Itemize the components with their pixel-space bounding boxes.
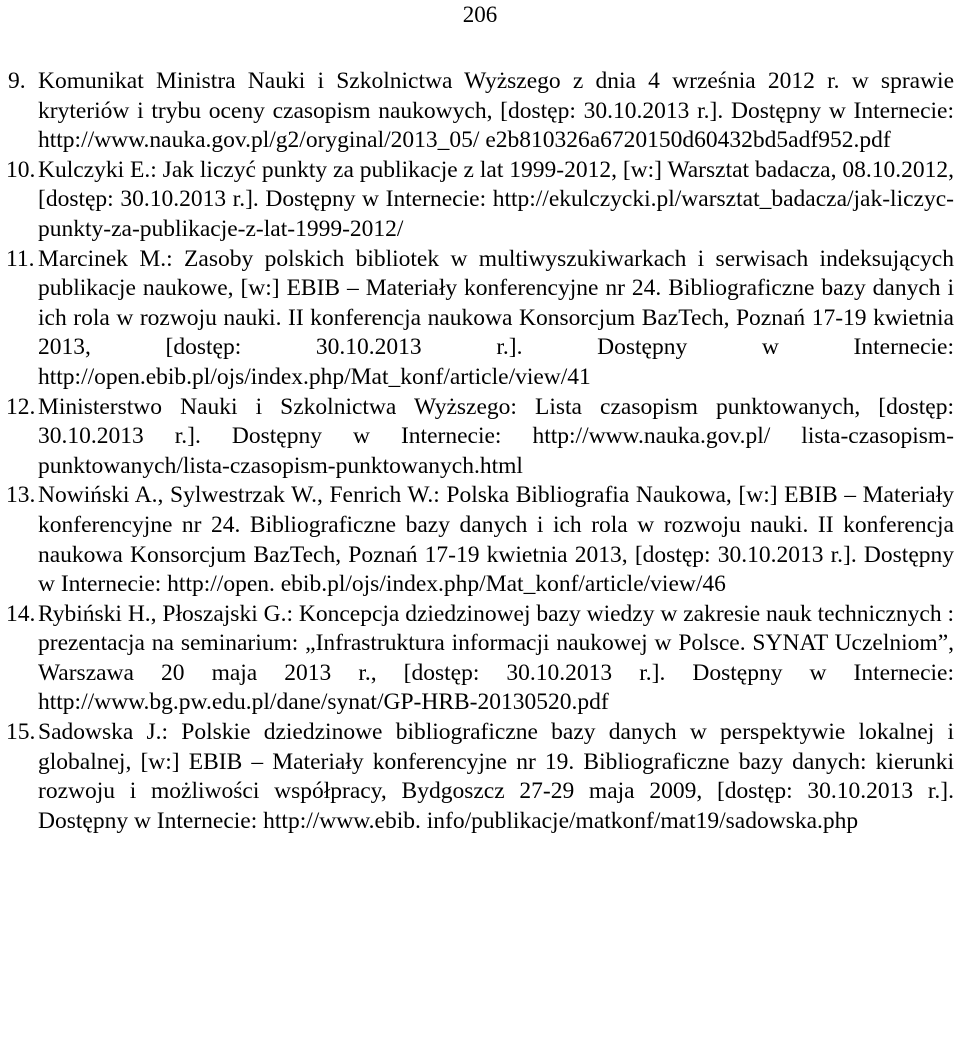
reference-number: 11. <box>6 245 35 272</box>
reference-item <box>8 393 954 482</box>
reference-list <box>8 67 954 836</box>
page-number: 206 <box>462 2 498 27</box>
reference-text: Rybiński H., Płoszajski G.: Koncepcja dziedzinowej bazy wiedzy w zakresie nauk technicznych : prezentacja na seminarium: „Infrastruktura informacji naukowej w Polsce. SYNAT Uczelniom”, Warszawa 20 maja 2013 r., [dostęp: 30.10.2013 r.]. Dostępny w Internecie: http://www.bg.pw.edu.pl/dane/synat/GP-HRB-20130520.pdf <box>38 600 954 716</box>
reference-text: Sadowska J.: Polskie dziedzinowe bibliograficzne bazy danych w perspektywie lokalnej i globalnej, [w:] EBIB – Materiały konferencyjne nr 19. Bibliograficzne bazy danych: kierunki rozwoju i możliwości współpracy, Bydgoszcz 27-29 maja 2009, [dostęp: 30.10.2013 r.]. Dostępny w Internecie: http://www.ebib. info/publikacje/matkonf/mat19/sadowska.php <box>38 719 954 834</box>
reference-item <box>8 718 954 836</box>
reference-number: 12. <box>6 393 36 420</box>
reference-item <box>8 245 954 393</box>
reference-number: 9. <box>8 68 26 94</box>
reference-text: Nowiński A., Sylwestrzak W., Fenrich W.: Polska Bibliografia Naukowa, [w:] EBIB – Materiały konferencyjne nr 24. Bibliograficzne bazy danych i ich rola w rozwoju nauki. II konferencja naukowa Konsorcjum BazTech, Poznań 17-19 kwietnia 2013, [dostęp: 30.10.2013 r.]. Dostępny w Internecie: http://open. ebib.pl/ojs/index.php/Mat_konf/article/view/46 <box>38 482 954 598</box>
reference-item <box>8 67 954 156</box>
reference-number: 10. <box>6 156 36 183</box>
reference-text: Kulczyki E.: Jak liczyć punkty za publikacje z lat 1999-2012, [w:] Warsztat badacza, 08.10.2012, [dostęp: 30.10.2013 r.]. Dostępny w Internecie: http://ekulczycki.pl/warsztat_badacza/jak-liczyc-punkty-za-publikacje-z-lat-1999-2012/ <box>38 156 954 242</box>
reference-text: Komunikat Ministra Nauki i Szkolnictwa Wyższego z dnia 4 września 2012 r. w sprawie kryteriów i trybu oceny czasopism naukowych, [dostęp: 30.10.2013 r.]. Dostępny w Internecie: http://www.nauka.gov.pl/g2/oryginal/2013_05/ e2b810326a6720150d60432bd5adf952.pdf <box>38 68 954 154</box>
reference-text: Ministerstwo Nauki i Szkolnictwa Wyższego: Lista czasopism punktowanych, [dostęp: 30.10.2013 r.]. Dostępny w Internecie: http://www.nauka.gov.pl/ lista-czasopism-punktowanych/lista-czasopism-punktowanych.html <box>38 393 954 479</box>
reference-item <box>8 481 954 599</box>
reference-number: 13. <box>6 482 36 509</box>
reference-number: 14. <box>6 600 36 627</box>
reference-number: 15. <box>6 719 36 746</box>
reference-item <box>8 600 954 718</box>
reference-text: Marcinek M.: Zasoby polskich bibliotek w multiwyszukiwarkach i serwisach indeksujących publikacje naukowe, [w:] EBIB – Materiały konferencyjne nr 24. Bibliograficzne bazy danych i ich rola w rozwoju nauki. II konferencja naukowa Konsorcjum BazTech, Poznań 17-19 kwietnia 2013, [dostęp: 30.10.2013 r.]. Dostępny w Internecie: http://open.ebib.pl/ojs/index.php/Mat_konf/article/view/41 <box>38 245 954 390</box>
reference-item <box>8 156 954 245</box>
